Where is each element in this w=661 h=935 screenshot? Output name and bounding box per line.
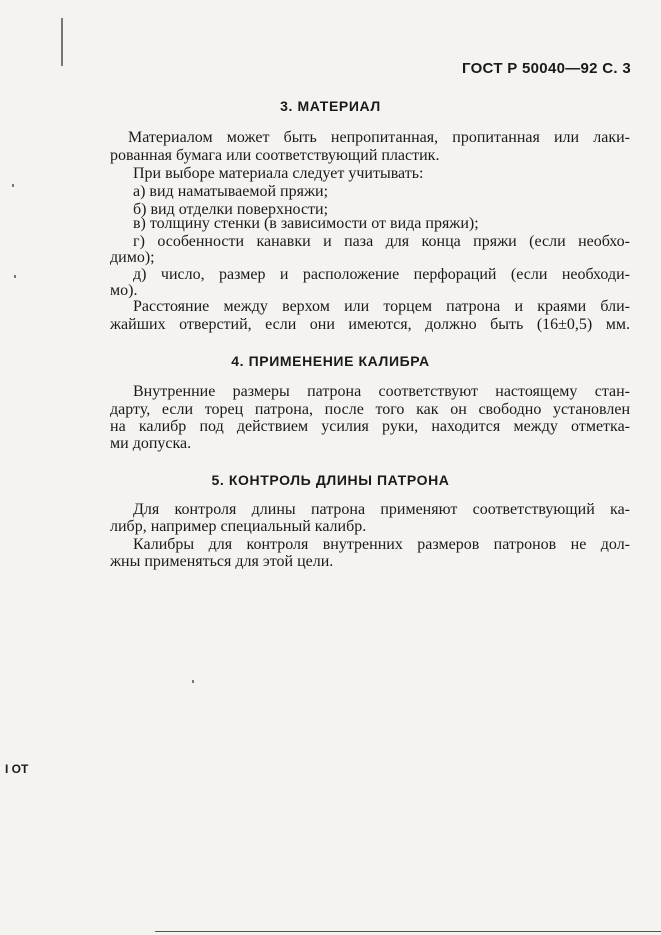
text-line: б) вид отделки поверхности; [133, 201, 329, 218]
text-line: дарту, если торец патрона, после того как он свободно установлен [110, 401, 630, 418]
section-heading-length: 5. КОНТРОЛЬ ДЛИНЫ ПАТРОНА [211, 472, 450, 488]
section-heading-material: 3. МАТЕРИАЛ [280, 98, 381, 114]
text-line: мо). [110, 282, 138, 299]
text-line: ми допуска. [110, 435, 192, 452]
text-line: При выборе материала следует учитывать: [133, 165, 424, 182]
text-line: Калибры для контроля внутренних размеров патронов не дол- [133, 536, 630, 553]
text-line: а) вид наматываемой пряжи; [133, 183, 329, 200]
text-line: на калибр под действием усилия руки, находится между отметка- [110, 418, 630, 435]
text-line: г) особенности канавки и паза для конца пряжи (если необхо- [133, 233, 630, 250]
text-line: жны применяться для этой цели. [110, 553, 334, 570]
text-line: Расстояние между верхом или торцем патрона и краями бли- [133, 298, 630, 315]
scan-artifact [192, 680, 194, 683]
text-line: либр, например специальный калибр. [110, 518, 367, 535]
text-line: Внутренние размеры патрона соответствуют настоящему стан- [133, 383, 630, 400]
scan-artifact [12, 184, 14, 187]
text-line: в) толщину стенки (в зависимости от вида пряжи); [133, 215, 479, 232]
text-line: рованная бумага или соответствующий пластик. [110, 147, 440, 164]
text-line: Для контроля длины патрона применяют соответствующий ка- [133, 501, 630, 518]
page-header: ГОСТ Р 50040—92 С. 3 [461, 60, 631, 77]
scan-artifact [155, 931, 661, 932]
text-line: д) число, размер и расположение перфораций (если необходи- [133, 266, 630, 283]
margin-note: I ОТ [5, 762, 29, 776]
scan-artifact [61, 18, 63, 66]
text-line: жайших отверстий, если они имеются, должно быть (16±0,5) мм. [110, 316, 630, 333]
text-line: Материалом может быть непропитанная, пропитанная или лаки- [128, 129, 630, 146]
text-line: димо); [110, 249, 155, 266]
scan-artifact [14, 275, 16, 278]
section-heading-gauge: 4. ПРИМЕНЕНИЕ КАЛИБРА [231, 353, 430, 369]
